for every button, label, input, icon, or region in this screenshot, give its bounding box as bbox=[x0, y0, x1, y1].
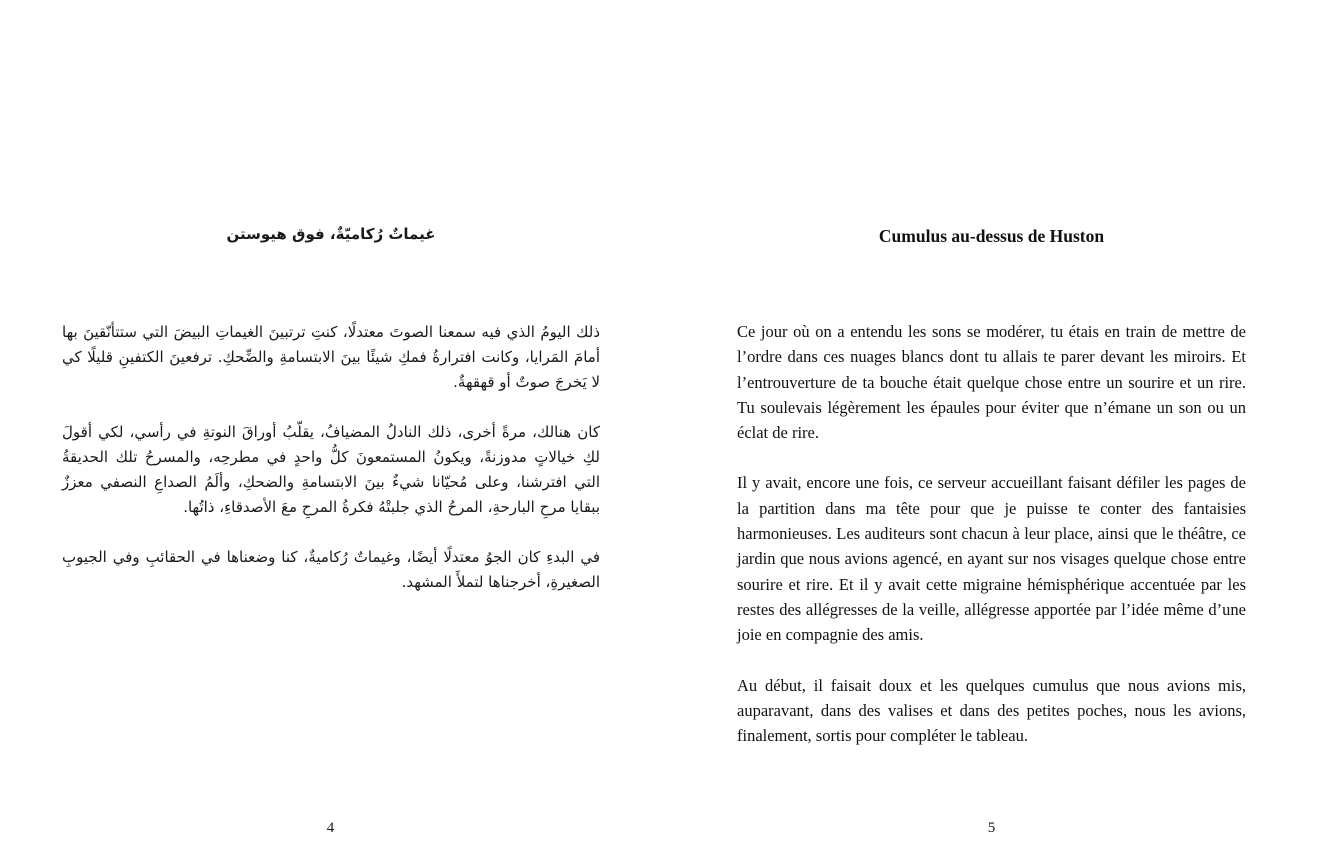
arabic-paragraph: ذلك اليومُ الذي فيه سمعنا الصوتَ معتدلًا، كنتِ ترتبينَ الغيماتِ البيضَ التي ستتأنّقينَ بها أمامَ المَرايا، وكانت افترارةُ فمكِ شيئًا بينَ الابتسامةِ والضِّحكِ. ترفعينَ الكتفينِ قليلًا كي لا يَخرجَ صوتٌ أو قهقهةٌ. bbox=[62, 323, 600, 391]
arabic-paragraph: كان هنالك، مرةً أخرى، ذلك النادلُ المضيافُ، يقلّبُ أوراقَ النوتةِ في رأسي، لكي أقولَ لكِ خيالاتٍ مدوزنةً، ويكونُ المستمعونَ كلُّ واحدٍ في مطرحِه، والمسرحُ تلك الحديقةُ التي افترشنا، وعلى مُحيّانا شيءٌ بينَ الابتسامةِ والضحكِ، وألَمُ الصداعِ النصفي معززٌ ببقايا مرحِ البارحةِ، المرحُ الذي جلبتْهُ فكرةُ المرحِ معَ الأصدقاءِ، ذاتُها. bbox=[62, 423, 600, 516]
arabic-paragraph: في البدءِ كان الجوُ معتدلًا أيضًا، وغيماتٌ رُكاميةٌ، كنا وضعناها في الحقائبِ وفي الجيوبِ الصغيرةِ، أخرجناها لتملأَ المشهد. bbox=[62, 548, 600, 591]
french-title: Cumulus au-dessus de Huston bbox=[878, 226, 1105, 246]
arabic-title: غيماتٌ رُكاميّةٌ، فوق هيوستن bbox=[226, 225, 436, 243]
page-number-left: 4 bbox=[326, 820, 335, 836]
right-page bbox=[661, 0, 1322, 865]
arabic-body bbox=[62, 320, 600, 620]
french-paragraph: Ce jour où on a entendu les sons se modérer, tu étais en train de mettre de l’ordre dans ces nuages blancs dont tu allais te parer devant les miroirs. Et l’entrouverture de ta bouche était quelque chose entre un sourire et un rire. Tu soulevais légèrement les épaules pour éviter que n’émane un son ou un éclat de rire. bbox=[737, 322, 1246, 443]
french-body bbox=[737, 319, 1246, 773]
french-paragraph: Au début, il faisait doux et les quelques cumulus que nous avions mis, auparavant, dans des valises et dans des petites poches, nous les avions, finalement, sortis pour compléter le tableau. bbox=[737, 675, 1246, 746]
french-paragraph: Il y avait, encore une fois, ce serveur accueillant faisant défiler les pages de la partition dans ma tête pour que je puisse te conter des fantaisies harmonieuses. Les auditeurs sont chacun à leur place, ainsi que le théâtre, ce jardin que nous avions agencé, en ayant sur nos visages quelque chose entre sourire et rire. Et il y avait cette migraine hémisphérique accentuée par les restes des allégresses de la veille, allégresse apportée par l’idée même d’une joie en compagnie des amis. bbox=[737, 473, 1246, 645]
page-number-right: 5 bbox=[987, 820, 996, 836]
